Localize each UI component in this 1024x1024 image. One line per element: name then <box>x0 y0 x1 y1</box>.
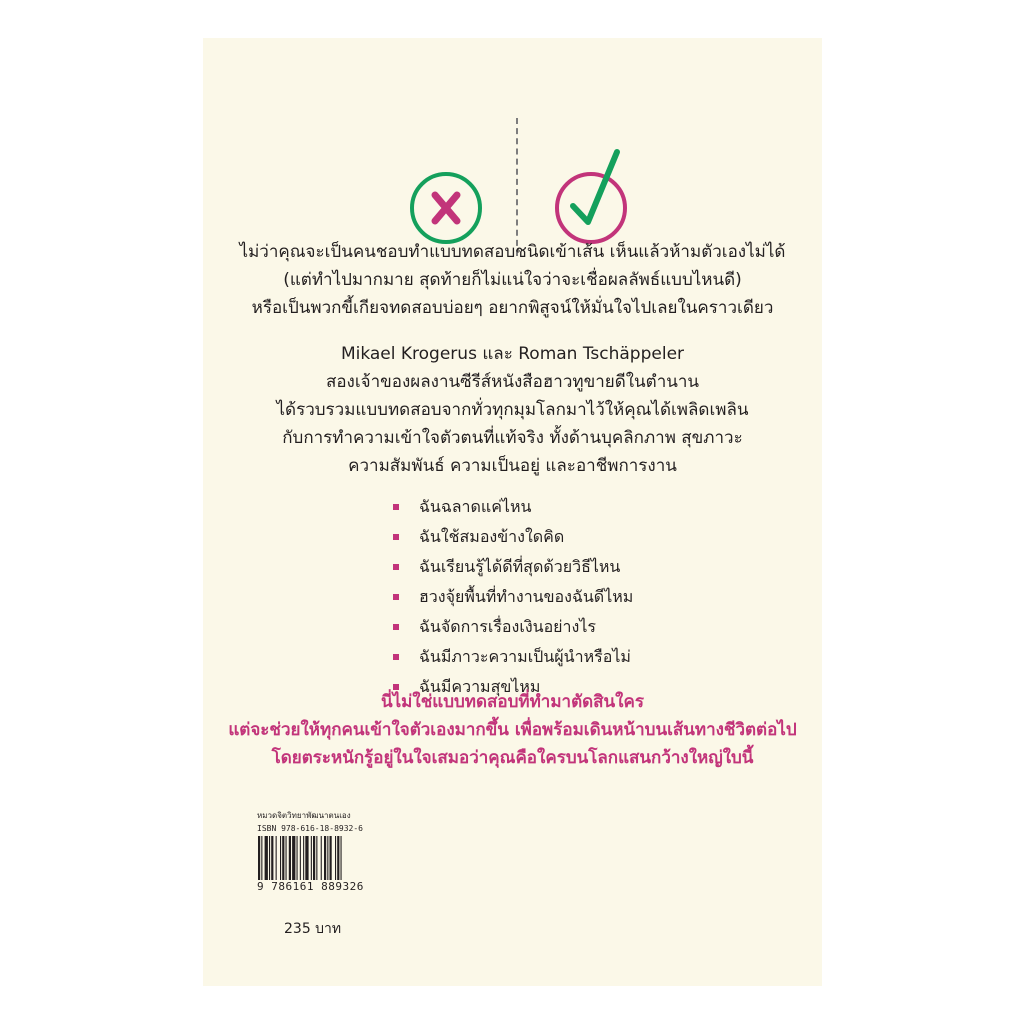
author-paragraph <box>203 340 822 480</box>
closing-line: นี่ไม่ใช่แบบทดสอบที่ทำมาตัดสินใคร <box>381 692 644 712</box>
list-item-label: ฉันเรียนรู้ได้ดีที่สุดด้วยวิธีไหน <box>419 557 621 576</box>
list-item-label: ฉันจัดการเรื่องเงินอย่างไร <box>419 617 596 636</box>
checkmark-circle-icon <box>553 142 635 246</box>
intro-line: หรือเป็นพวกขี้เกียจทดสอบบ่อยๆ อยากพิสูจน์ให้มั่นใจไปเลยในคราวเดียว <box>251 298 774 318</box>
author-line: Mikael Krogerus และ Roman Tschäppeler <box>340 344 685 364</box>
list-item-label: ฉันใช้สมองข้างใดคิด <box>419 527 565 546</box>
list-item-label: ฉันมีภาวะความเป็นผู้นำหรือไม่ <box>419 647 631 666</box>
author-line: สองเจ้าของผลงานซีรีส์หนังสือฮาวทูขายดีในตำนาน <box>325 372 700 392</box>
quiz-list <box>393 492 633 702</box>
bullet-square-icon <box>393 504 399 510</box>
bullet-square-icon <box>393 534 399 540</box>
list-item <box>393 522 633 552</box>
barcode-block <box>257 810 383 893</box>
author-line: ได้รวบรวมแบบทดสอบจากทั่วทุกมุมโลกมาไว้ให้คุณได้เพลิดเพลิน <box>276 400 749 420</box>
closing-line: โดยตระหนักรู้อยู่ในใจเสมอว่าคุณคือใครบนโลกแสนกว้างใหญ่ใบนี้ <box>271 748 754 768</box>
list-item <box>393 642 633 672</box>
intro-line: ไม่ว่าคุณจะเป็นคนชอบทำแบบทดสอบชนิดเข้าเส้น เห็นแล้วห้ามตัวเองไม่ได้ <box>239 242 786 262</box>
list-item-label: ฉันมีความสุขไหม <box>419 677 541 696</box>
bullet-square-icon <box>393 564 399 570</box>
x-circle-icon <box>408 170 484 246</box>
barcode-number: 9 786161 889326 <box>257 880 364 893</box>
closing-statement <box>203 688 822 772</box>
dashed-divider <box>516 118 518 256</box>
category-label: หมวดจิตวิทยาพัฒนาตนเอง <box>257 811 351 820</box>
author-line: กับการทำความเข้าใจตัวตนที่แท้จริง ทั้งด้านบุคลิกภาพ สุขภาวะ <box>282 428 743 448</box>
barcode-icon <box>257 836 377 880</box>
list-item <box>393 612 633 642</box>
isbn-label: ISBN 978-616-18-8932-6 <box>257 824 363 833</box>
list-item <box>393 582 633 612</box>
list-item-label: ฮวงจุ้ยพื้นที่ทำงานของฉันดีไหม <box>419 587 634 606</box>
author-line: ความสัมพันธ์ ความเป็นอยู่ และอาชีพการงาน <box>348 456 677 476</box>
bullet-square-icon <box>393 654 399 660</box>
closing-line: แต่จะช่วยให้ทุกคนเข้าใจตัวเองมากขึ้น เพื่อพร้อมเดินหน้าบนเส้นทางชีวิตต่อไป <box>228 720 797 740</box>
list-item <box>393 492 633 522</box>
price-label: 235 บาท <box>284 921 342 937</box>
list-item <box>393 552 633 582</box>
bullet-square-icon <box>393 594 399 600</box>
intro-line: (แต่ทำไปมากมาย สุดท้ายก็ไม่แน่ใจว่าจะเชื่อผลลัพธ์แบบไหนดี) <box>283 270 742 290</box>
bullet-square-icon <box>393 624 399 630</box>
intro-paragraph <box>203 238 822 322</box>
list-item-label: ฉันฉลาดแค่ไหน <box>419 497 532 516</box>
book-back-cover <box>203 38 822 986</box>
